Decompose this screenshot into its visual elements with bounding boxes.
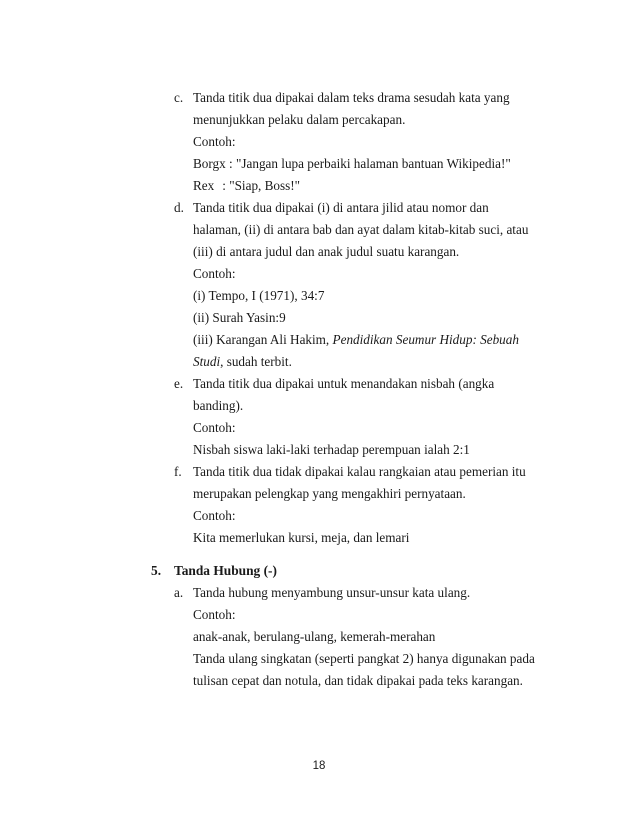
item-e-text-line-1: Tanda titik dua dipakai untuk menandakan nisbah (angka [193, 376, 495, 391]
item-e-example-1: Nisbah siswa laki-laki terhadap perempuan ialah 2:1 [193, 442, 470, 457]
item-f-text-line-2: merupakan pelengkap yang mengakhiri pernyataan. [193, 486, 466, 501]
book-title: Pendidikan Seumur Hidup: Sebuah [332, 332, 519, 347]
item-c-text-line-1: Tanda titik dua dipakai dalam teks drama sesudah kata yang [193, 90, 510, 105]
item-d-example-1: (i) Tempo, I (1971), 34:7 [193, 288, 325, 303]
book-title-cont: Studi [193, 354, 221, 369]
item-d-example-2: (ii) Surah Yasin:9 [193, 310, 286, 325]
item-f-example-label: Contoh: [193, 508, 236, 523]
item-e-text-line-2: banding). [193, 398, 244, 413]
list-marker-e: e. [174, 376, 184, 391]
list-marker-a: a. [174, 585, 184, 600]
item-f-example-1: Kita memerlukan kursi, meja, dan lemari [193, 530, 410, 545]
list-marker-c: c. [174, 90, 184, 105]
item-c-example-2 [193, 178, 300, 194]
item-d-example-3 [193, 332, 519, 348]
item-a-example-label: Contoh: [193, 607, 236, 622]
item-a-text-line-1: Tanda hubung menyambung unsur-unsur kata ulang. [193, 585, 471, 600]
item-d-text-line-3: (iii) di antara judul dan anak judul suatu karangan. [193, 244, 460, 259]
item-d-example-label: Contoh: [193, 266, 236, 281]
item-c-example-1 [193, 156, 511, 172]
section-title: Tanda Hubung (-) [174, 563, 277, 578]
list-marker-f: f. [174, 464, 182, 479]
page-number: 18 [312, 760, 326, 772]
dialogue-text: : "Siap, Boss!" [222, 178, 301, 193]
item-f-text-line-1: Tanda titik dua tidak dipakai kalau rangkaian atau pemerian itu [193, 464, 526, 479]
list-marker-d: d. [174, 200, 184, 215]
item-a-example-1: anak-anak, berulang-ulang, kemerah-merahan [193, 629, 436, 644]
item-c-text-line-2: menunjukkan pelaku dalam percakapan. [193, 112, 406, 127]
section-number: 5. [151, 563, 162, 578]
citation-prefix: (iii) Karangan Ali Hakim, [193, 332, 333, 347]
item-a-text-line-2: Tanda ulang singkatan (seperti pangkat 2) hanya digunakan pada [193, 651, 535, 666]
item-e-example-label: Contoh: [193, 420, 236, 435]
item-d-text-line-1: Tanda titik dua dipakai (i) di antara jilid atau nomor dan [193, 200, 489, 215]
citation-suffix: , sudah terbit. [220, 354, 292, 369]
speaker-name: Rex [193, 178, 215, 193]
item-d-example-4 [193, 354, 292, 370]
item-a-text-line-3: tulisan cepat dan notula, dan tidak dipakai pada teks karangan. [193, 673, 523, 688]
dialogue-text: : "Jangan lupa perbaiki halaman bantuan Wikipedia!" [229, 156, 511, 171]
item-c-example-label: Contoh: [193, 134, 236, 149]
speaker-name: Borgx [193, 156, 226, 171]
item-d-text-line-2: halaman, (ii) di antara bab dan ayat dalam kitab-kitab suci, atau [193, 222, 529, 237]
